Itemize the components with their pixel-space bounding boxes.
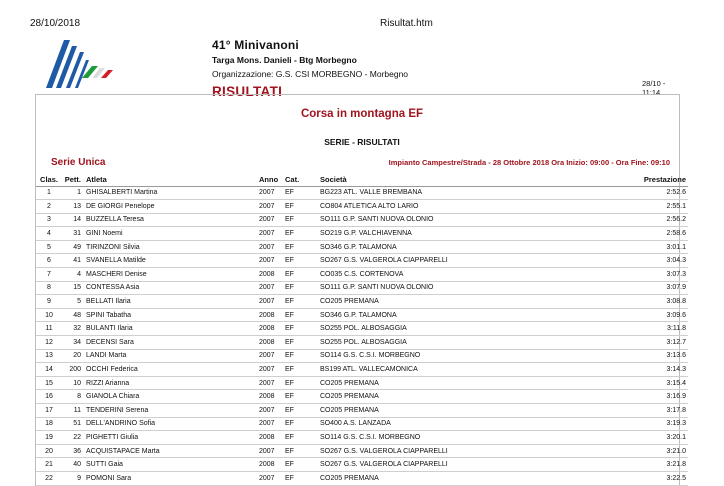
cell-anno: 2007 — [259, 295, 285, 309]
cell-atleta: POMONI Sara — [84, 471, 259, 485]
cell-anno: 2007 — [259, 254, 285, 268]
cell-prestazione: 2:56.2 — [540, 213, 688, 227]
browser-print-header — [0, 0, 724, 30]
cell-anno: 2007 — [259, 281, 285, 295]
table-row — [36, 227, 688, 241]
cell-prestazione: 2:52.6 — [540, 186, 688, 200]
cell-atleta: PIGHETTI Giulia — [84, 431, 259, 445]
table-row — [36, 254, 688, 268]
table-row — [36, 268, 688, 282]
cell-cat: EF — [285, 322, 320, 336]
cell-societa: SO255 POL. ALBOSAGGIA — [320, 336, 540, 350]
cell-anno: 2008 — [259, 322, 285, 336]
table-row — [36, 431, 688, 445]
cell-societa: SO267 G.S. VALGEROLA CIAPPARELLI — [320, 254, 540, 268]
cell-atleta: BULANTI Ilaria — [84, 322, 259, 336]
cell-clas: 4 — [36, 227, 62, 241]
cell-clas: 20 — [36, 444, 62, 458]
cell-prestazione: 3:04.3 — [540, 254, 688, 268]
cell-cat: EF — [285, 200, 320, 214]
cell-anno: 2007 — [259, 227, 285, 241]
table-row — [36, 213, 688, 227]
header-clas: Clas. — [36, 174, 62, 186]
cell-societa: BS199 ATL. VALLECAMONICA — [320, 363, 540, 377]
cell-anno: 2008 — [259, 308, 285, 322]
cell-pett: 15 — [62, 281, 84, 295]
cell-prestazione: 3:15.4 — [540, 376, 688, 390]
cell-clas: 11 — [36, 322, 62, 336]
cell-clas: 8 — [36, 281, 62, 295]
cell-societa: SO400 A.S. LANZADA — [320, 417, 540, 431]
cell-pett: 49 — [62, 240, 84, 254]
cell-cat: EF — [285, 295, 320, 309]
cell-societa: CO035 C.S. CORTENOVA — [320, 268, 540, 282]
table-row — [36, 444, 688, 458]
cell-cat: EF — [285, 431, 320, 445]
header-societa: Società — [320, 174, 540, 186]
cell-cat: EF — [285, 281, 320, 295]
cell-pett: 13 — [62, 200, 84, 214]
cell-clas: 3 — [36, 213, 62, 227]
cell-societa: CO205 PREMANA — [320, 404, 540, 418]
cell-societa: SO219 G.P. VALCHIAVENNA — [320, 227, 540, 241]
cell-prestazione: 3:07.9 — [540, 281, 688, 295]
cell-atleta: DELL'ANDRINO Sofia — [84, 417, 259, 431]
cell-cat: EF — [285, 417, 320, 431]
cell-atleta: ACQUISTAPACE Marta — [84, 444, 259, 458]
cell-prestazione: 3:14.3 — [540, 363, 688, 377]
table-row — [36, 390, 688, 404]
cell-anno: 2007 — [259, 186, 285, 200]
cell-clas: 16 — [36, 390, 62, 404]
cell-atleta: DE GIORGI Penelope — [84, 200, 259, 214]
cell-atleta: MASCHERI Denise — [84, 268, 259, 282]
results-body — [36, 186, 688, 485]
cell-cat: EF — [285, 227, 320, 241]
cell-pett: 31 — [62, 227, 84, 241]
cell-clas: 19 — [36, 431, 62, 445]
series-title: SERIE - RISULTATI — [324, 137, 400, 147]
cell-pett: 40 — [62, 458, 84, 472]
cell-atleta: GINI Noemi — [84, 227, 259, 241]
cell-pett: 10 — [62, 376, 84, 390]
cell-anno: 2007 — [259, 240, 285, 254]
cell-prestazione: 3:16.9 — [540, 390, 688, 404]
cell-anno: 2008 — [259, 431, 285, 445]
cell-atleta: GHISALBERTI Martina — [84, 186, 259, 200]
table-row — [36, 349, 688, 363]
race-title: Corsa in montagna EF — [300, 108, 424, 120]
cell-cat: EF — [285, 458, 320, 472]
cell-anno: 2007 — [259, 417, 285, 431]
cell-societa: SO267 G.S. VALGEROLA CIAPPARELLI — [320, 444, 540, 458]
cell-pett: 36 — [62, 444, 84, 458]
cell-clas: 10 — [36, 308, 62, 322]
cell-prestazione: 3:09.6 — [540, 308, 688, 322]
cell-pett: 14 — [62, 213, 84, 227]
cell-prestazione: 3:17.8 — [540, 404, 688, 418]
cell-anno: 2007 — [259, 471, 285, 485]
header-cat: Cat. — [285, 174, 320, 186]
cell-clas: 17 — [36, 404, 62, 418]
cell-clas: 1 — [36, 186, 62, 200]
cell-pett: 48 — [62, 308, 84, 322]
cell-atleta: BUZZELLA Teresa — [84, 213, 259, 227]
cell-anno: 2007 — [259, 349, 285, 363]
cell-societa: CO205 PREMANA — [320, 295, 540, 309]
cell-cat: EF — [285, 376, 320, 390]
cell-prestazione: 3:07.3 — [540, 268, 688, 282]
cell-prestazione: 2:58.6 — [540, 227, 688, 241]
cell-societa: SO267 G.S. VALGEROLA CIAPPARELLI — [320, 458, 540, 472]
cell-societa: CO804 ATLETICA ALTO LARIO — [320, 200, 540, 214]
print-timestamp: 28/10 - 11:14 — [642, 79, 666, 97]
cell-atleta: OCCHI Federica — [84, 363, 259, 377]
cell-atleta: DECENSI Sara — [84, 336, 259, 350]
cell-anno: 2008 — [259, 336, 285, 350]
table-row — [36, 404, 688, 418]
header-pett: Pett. — [62, 174, 84, 186]
cell-pett: 32 — [62, 322, 84, 336]
cell-prestazione: 3:01.1 — [540, 240, 688, 254]
race-info: Impianto Campestre/Strada - 28 Ottobre 2018 Ora Inizio: 09:00 - Ora Fine: 09:10 — [388, 158, 670, 167]
cell-clas: 13 — [36, 349, 62, 363]
cell-prestazione: 3:21.0 — [540, 444, 688, 458]
cell-atleta: BELLATI Ilaria — [84, 295, 259, 309]
cell-anno: 2007 — [259, 376, 285, 390]
cell-pett: 4 — [62, 268, 84, 282]
cell-pett: 51 — [62, 417, 84, 431]
table-row — [36, 308, 688, 322]
cell-cat: EF — [285, 268, 320, 282]
cell-cat: EF — [285, 471, 320, 485]
cell-societa: SO111 G.P. SANTI NUOVA OLONIO — [320, 281, 540, 295]
cell-societa: SO111 G.P. SANTI NUOVA OLONIO — [320, 213, 540, 227]
cell-atleta: LANDI Marta — [84, 349, 259, 363]
cell-atleta: GIANOLA Chiara — [84, 390, 259, 404]
header-prestazione: Prestazione — [540, 174, 688, 186]
cell-clas: 9 — [36, 295, 62, 309]
cell-societa: SO346 G.P. TALAMONA — [320, 308, 540, 322]
cell-prestazione: 2:55.1 — [540, 200, 688, 214]
cell-atleta: TIRINZONI Silvia — [84, 240, 259, 254]
table-row — [36, 322, 688, 336]
table-row — [36, 186, 688, 200]
cell-anno: 2007 — [259, 404, 285, 418]
cell-pett: 8 — [62, 390, 84, 404]
cell-cat: EF — [285, 390, 320, 404]
cell-prestazione: 3:12.7 — [540, 336, 688, 350]
cell-anno: 2008 — [259, 390, 285, 404]
cell-pett: 34 — [62, 336, 84, 350]
cell-prestazione: 3:11.8 — [540, 322, 688, 336]
cell-clas: 18 — [36, 417, 62, 431]
event-trophy: Targa Mons. Danieli - Btg Morbegno — [212, 55, 357, 65]
cell-anno: 2008 — [259, 268, 285, 282]
cell-societa: CO205 PREMANA — [320, 390, 540, 404]
table-row — [36, 471, 688, 485]
serie-label: Serie Unica — [51, 157, 106, 168]
cell-societa: BG223 ATL. VALLE BREMBANA — [320, 186, 540, 200]
cell-clas: 14 — [36, 363, 62, 377]
organizer-logo-icon — [42, 38, 114, 92]
print-date: 28/10/2018 — [30, 18, 81, 29]
cell-pett: 22 — [62, 431, 84, 445]
cell-atleta: SUTTI Gaia — [84, 458, 259, 472]
cell-cat: EF — [285, 213, 320, 227]
cell-cat: EF — [285, 404, 320, 418]
cell-anno: 2007 — [259, 363, 285, 377]
cell-pett: 11 — [62, 404, 84, 418]
cell-pett: 20 — [62, 349, 84, 363]
cell-cat: EF — [285, 254, 320, 268]
cell-anno: 2007 — [259, 213, 285, 227]
cell-societa: SO346 G.P. TALAMONA — [320, 240, 540, 254]
cell-clas: 2 — [36, 200, 62, 214]
cell-atleta: SVANELLA Matilde — [84, 254, 259, 268]
table-row — [36, 336, 688, 350]
cell-prestazione: 3:20.1 — [540, 431, 688, 445]
cell-atleta: SPINI Tabatha — [84, 308, 259, 322]
cell-cat: EF — [285, 336, 320, 350]
table-header-row — [36, 174, 688, 186]
table-row — [36, 363, 688, 377]
event-organizer: Organizzazione: G.S. CSI MORBEGNO - Morbegno — [212, 69, 409, 79]
table-row — [36, 376, 688, 390]
cell-clas: 15 — [36, 376, 62, 390]
event-header — [212, 38, 408, 99]
cell-societa: SO114 G.S. C.S.I. MORBEGNO — [320, 349, 540, 363]
cell-cat: EF — [285, 308, 320, 322]
cell-atleta: RIZZI Arianna — [84, 376, 259, 390]
cell-prestazione: 3:08.8 — [540, 295, 688, 309]
cell-pett: 5 — [62, 295, 84, 309]
event-name: 41° Minivanoni — [212, 38, 299, 52]
cell-pett: 1 — [62, 186, 84, 200]
cell-prestazione: 3:22.5 — [540, 471, 688, 485]
table-row — [36, 295, 688, 309]
table-row — [36, 200, 688, 214]
cell-prestazione: 3:21.8 — [540, 458, 688, 472]
cell-anno: 2007 — [259, 444, 285, 458]
section-title: RISULTATI — [212, 84, 283, 99]
cell-clas: 5 — [36, 240, 62, 254]
table-row — [36, 417, 688, 431]
cell-anno: 2007 — [259, 200, 285, 214]
cell-cat: EF — [285, 349, 320, 363]
cell-cat: EF — [285, 186, 320, 200]
header-anno: Anno — [259, 174, 285, 186]
results-table — [36, 174, 688, 486]
cell-societa: CO205 PREMANA — [320, 376, 540, 390]
table-row — [36, 458, 688, 472]
cell-pett: 41 — [62, 254, 84, 268]
cell-prestazione: 3:19.3 — [540, 417, 688, 431]
header-atleta: Atleta — [84, 174, 259, 186]
cell-pett: 200 — [62, 363, 84, 377]
cell-clas: 21 — [36, 458, 62, 472]
cell-clas: 6 — [36, 254, 62, 268]
cell-pett: 9 — [62, 471, 84, 485]
cell-anno: 2008 — [259, 458, 285, 472]
cell-atleta: TENDERINI Serena — [84, 404, 259, 418]
table-row — [36, 281, 688, 295]
cell-societa: SO114 G.S. C.S.I. MORBEGNO — [320, 431, 540, 445]
cell-atleta: CONTESSA Asia — [84, 281, 259, 295]
cell-cat: EF — [285, 240, 320, 254]
cell-prestazione: 3:13.6 — [540, 349, 688, 363]
cell-societa: SO255 POL. ALBOSAGGIA — [320, 322, 540, 336]
cell-clas: 7 — [36, 268, 62, 282]
cell-cat: EF — [285, 363, 320, 377]
cell-clas: 12 — [36, 336, 62, 350]
cell-clas: 22 — [36, 471, 62, 485]
cell-cat: EF — [285, 444, 320, 458]
table-row — [36, 240, 688, 254]
print-title: Risultat.htm — [380, 18, 433, 29]
cell-societa: CO205 PREMANA — [320, 471, 540, 485]
